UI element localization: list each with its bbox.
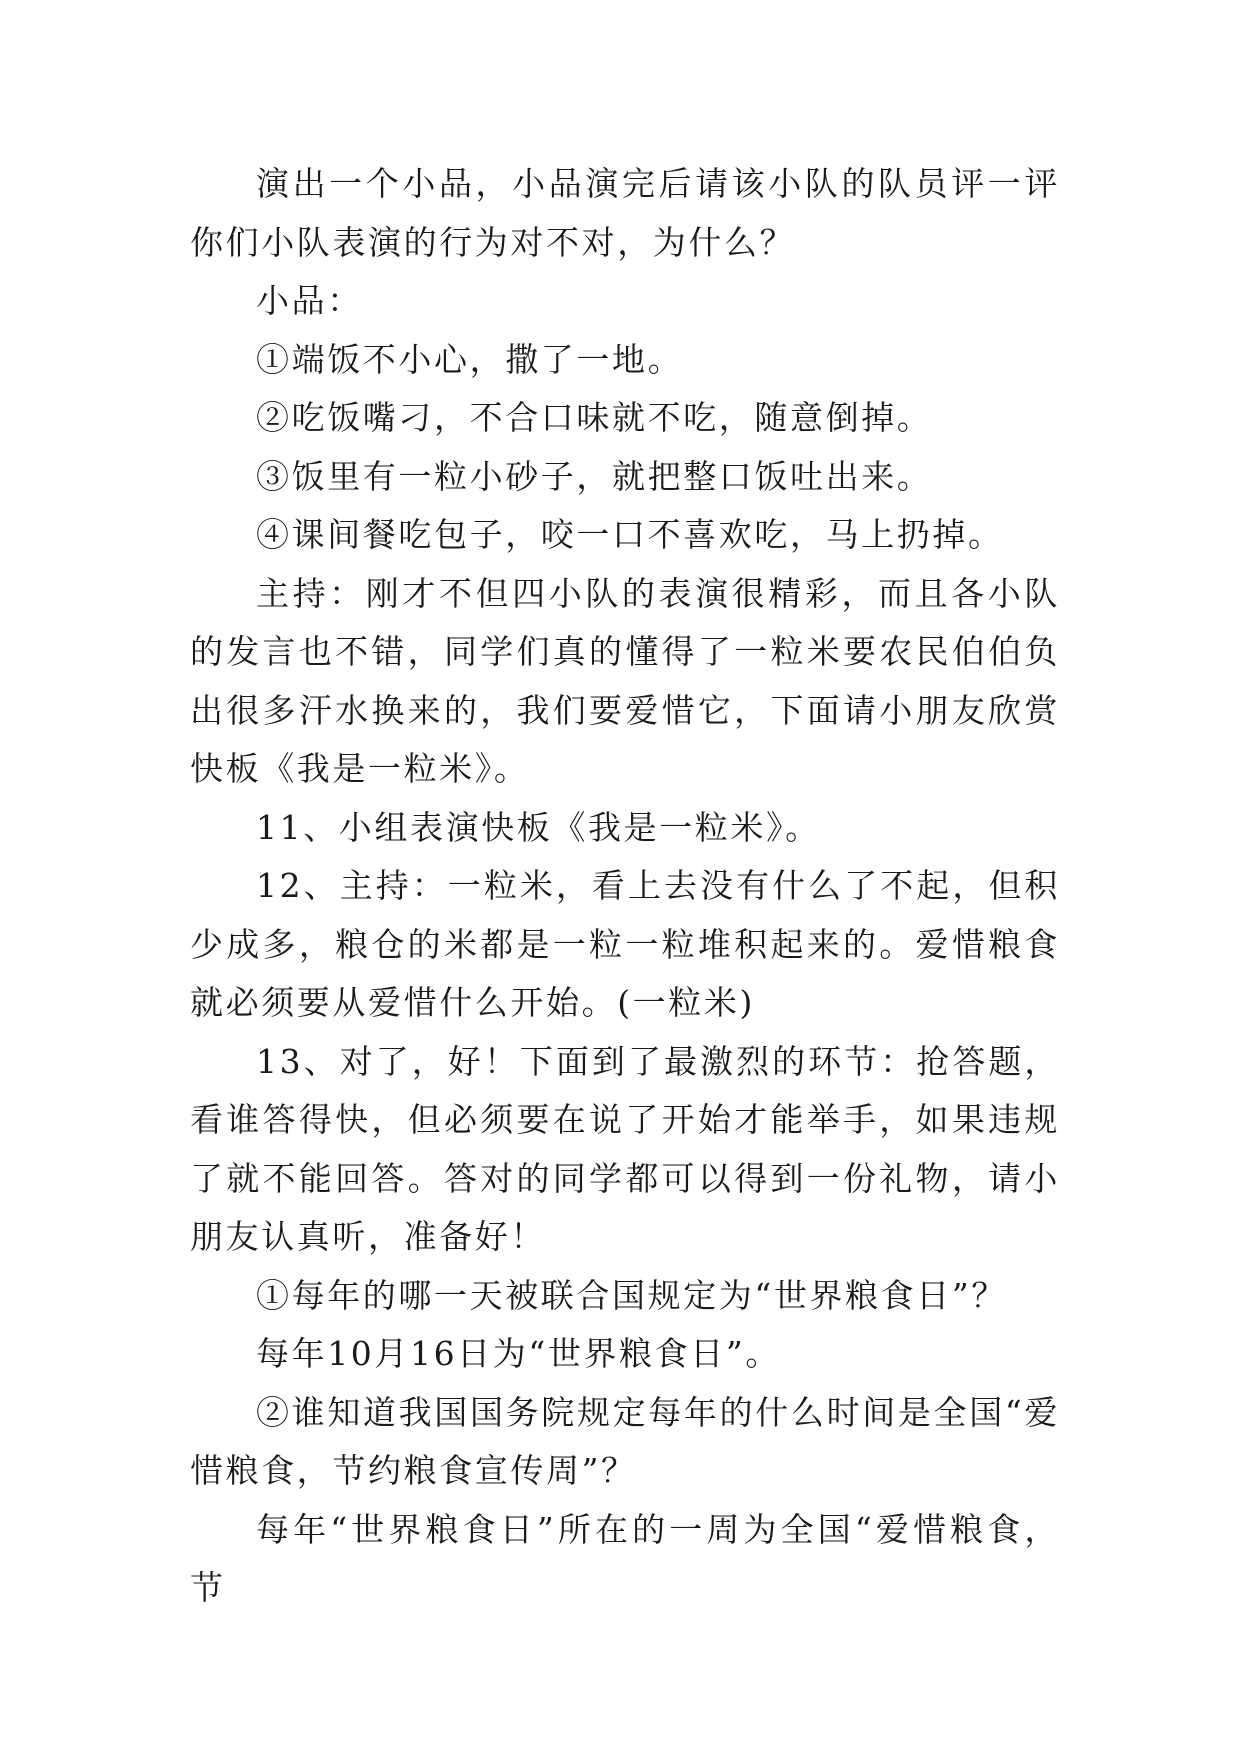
document-page	[190, 155, 1060, 1618]
paragraph-skit-item-4: ④课间餐吃包子，咬一口不喜欢吃，马上扔掉。	[256, 515, 1004, 554]
paragraph-skit-item-2: ②吃饭嘴刁，不合口味就不吃，随意倒掉。	[256, 398, 933, 437]
paragraph-step-11: 11、小组表演快板《我是一粒米》。	[256, 807, 821, 847]
paragraph-skit-item-3: ③饭里有一粒小砂子，就把整口饭吐出来。	[256, 456, 933, 496]
paragraph-skit-label: 小品：	[256, 281, 363, 320]
paragraph-question-2: ②谁知道我国国务院规定每年的什么时间是全国“爱惜粮食，节约粮食宣传周”？	[190, 1392, 1060, 1490]
paragraph-skit-item-1: ①端饭不小心，撒了一地。	[256, 339, 684, 379]
paragraph-skit-intro: 演出一个小品，小品演完后请该小队的队员评一评你们小队表演的行为对不对，为什么？	[190, 164, 1060, 262]
paragraph-step-13: 13、对了，好！下面到了最激烈的环节：抢答题，看谁答得快，但必须要在说了开始才能举手，如果违规了就不能回答。答对的同学都可以得到一份礼物，请小朋友认真听，准备好！	[190, 1041, 1060, 1256]
paragraph-answer-2: 每年“世界粮食日”所在的一周为全国“爱惜粮食，节	[190, 1509, 1060, 1607]
paragraph-question-1: ①每年的哪一天被联合国规定为“世界粮食日”？	[256, 1275, 1007, 1315]
paragraph-answer-1: 每年10月16日为“世界粮食日”。	[256, 1334, 781, 1373]
paragraph-step-12: 12、主持：一粒米，看上去没有什么了不起，但积少成多，粮仓的米都是一粒一粒堆积起来的。爱惜粮食就必须要从爱惜什么开始。(一粒米)	[190, 866, 1060, 1022]
paragraph-host-comment: 主持：刚才不但四小队的表演很精彩，而且各小队的发言也不错，同学们真的懂得了一粒米要农民伯伯负出很多汗水换来的，我们要爱惜它，下面请小朋友欣赏快板《我是一粒米》。	[190, 573, 1060, 788]
